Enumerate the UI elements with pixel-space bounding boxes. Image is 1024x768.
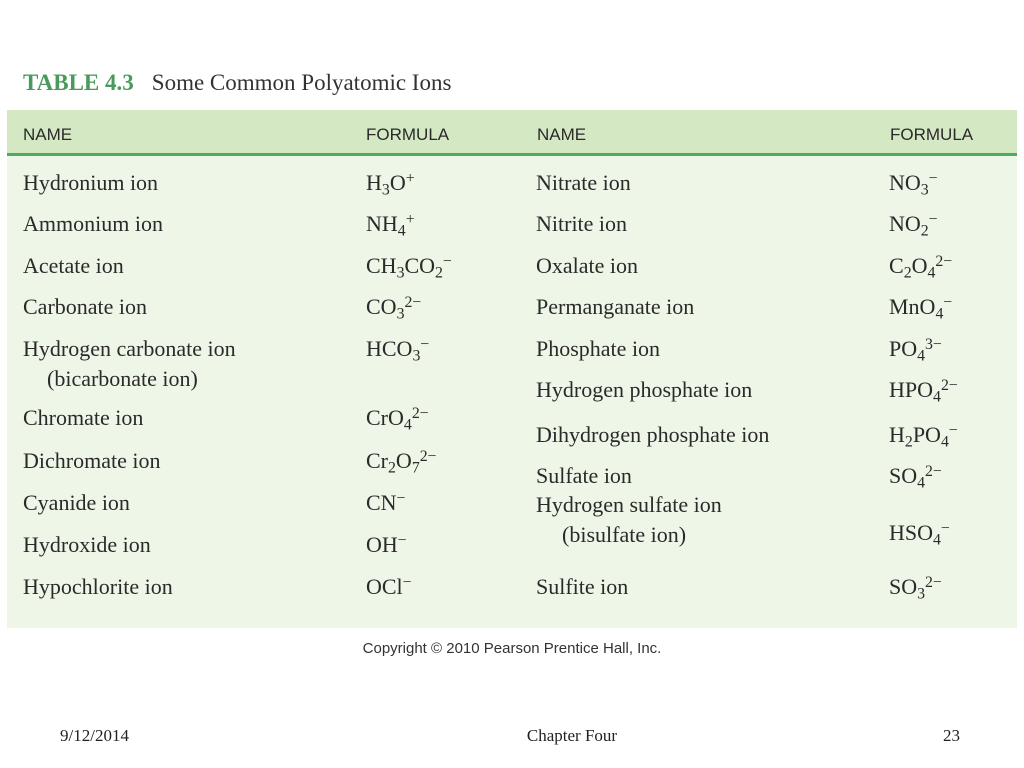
formula-symbol: CN: [366, 490, 397, 515]
footer-chapter: Chapter Four: [526, 726, 618, 745]
formula-charge: −: [928, 210, 938, 228]
ion-name: Cyanide ion: [23, 490, 130, 515]
ion-name: Phosphate ion: [536, 336, 661, 361]
ion-name: Hydrogen phosphate ion: [536, 377, 753, 402]
ion-name: Hydroxide ion: [23, 532, 151, 557]
ion-formula: [366, 252, 452, 282]
ion-formula: [889, 169, 938, 199]
formula-symbol: O: [395, 448, 412, 473]
ion-formula: [366, 531, 407, 557]
ion-formula: [889, 462, 942, 492]
ion-formula: [889, 421, 958, 451]
formula-subscript: 3: [381, 181, 390, 199]
formula-symbol: HCO: [366, 336, 413, 361]
formula-subscript: 4: [917, 474, 926, 492]
ion-formula: [889, 335, 942, 365]
ion-formula: [366, 573, 412, 599]
ion-formula: [366, 210, 415, 240]
ion-formula: [889, 210, 938, 240]
formula-symbol: SO: [889, 463, 918, 488]
formula-subscript: 2: [388, 459, 396, 477]
ion-name: Sulfate ion: [536, 463, 632, 488]
formula-symbol: CO: [404, 253, 436, 278]
formula-charge: 2−: [419, 447, 437, 465]
formula-charge: 2−: [940, 376, 958, 394]
ion-alt-name: (bicarbonate ion): [47, 366, 198, 391]
formula-symbol: CrO: [366, 405, 404, 430]
formula-symbol: H: [889, 422, 905, 447]
ion-formula: [366, 404, 429, 434]
formula-symbol: C: [889, 253, 904, 278]
header-name-right: NAME: [537, 125, 587, 144]
formula-symbol: O: [389, 170, 406, 195]
ion-formula: [366, 169, 415, 199]
formula-symbol: Cr: [366, 448, 388, 473]
formula-subscript: 4: [935, 305, 944, 323]
formula-symbol: HPO: [889, 377, 934, 402]
formula-subscript: 3: [917, 585, 926, 603]
formula-symbol: CO: [366, 294, 397, 319]
formula-charge: 2−: [411, 404, 429, 422]
formula-symbol: NO: [889, 170, 921, 195]
ion-name: Dihydrogen phosphate ion: [536, 422, 770, 447]
ion-name: Nitrite ion: [536, 211, 628, 236]
formula-charge: 2−: [925, 573, 942, 591]
copyright-notice: Copyright © 2010 Pearson Prentice Hall, Inc.: [362, 640, 662, 657]
formula-charge: −: [397, 531, 407, 549]
table-caption: [23, 70, 451, 96]
ion-name: Hydrogen sulfate ion: [536, 492, 722, 517]
formula-symbol: OH: [366, 532, 398, 557]
formula-charge: 2−: [404, 293, 422, 311]
table-number: TABLE 4.3: [23, 70, 134, 95]
formula-charge: −: [943, 293, 953, 311]
ion-name: Carbonate ion: [23, 294, 148, 319]
ion-name: Nitrate ion: [536, 170, 631, 195]
ion-formula: [889, 519, 950, 549]
formula-charge: −: [442, 252, 452, 270]
formula-subscript: 4: [933, 388, 941, 406]
ion-formula: [889, 376, 958, 406]
ion-formula: [889, 252, 953, 282]
formula-symbol: NH: [366, 211, 398, 236]
formula-subscript: 2: [904, 433, 913, 451]
table-header: [7, 110, 1017, 156]
ion-name: Permanganate ion: [536, 294, 695, 319]
ion-name: Hypochlorite ion: [23, 574, 173, 599]
formula-subscript: 3: [920, 181, 929, 199]
formula-subscript: 4: [917, 347, 926, 365]
ion-formula: [889, 293, 953, 323]
formula-symbol: H: [366, 170, 382, 195]
formula-subscript: 4: [403, 416, 412, 434]
table-title: Some Common Polyatomic Ions: [151, 70, 452, 95]
ion-formula: [366, 447, 437, 477]
formula-subscript: 4: [927, 264, 936, 282]
header-formula-right: FORMULA: [890, 125, 974, 144]
formula-subscript: 4: [933, 531, 941, 549]
formula-charge: 2−: [935, 252, 953, 270]
ion-formula: [366, 293, 422, 323]
formula-symbol: OCl: [366, 574, 403, 599]
formula-subscript: 2: [903, 264, 912, 282]
formula-charge: −: [402, 573, 412, 591]
ion-formula: [366, 335, 430, 365]
ion-name: Chromate ion: [23, 405, 144, 430]
formula-subscript: 7: [411, 459, 420, 477]
formula-symbol: PO: [889, 336, 918, 361]
formula-charge: −: [928, 169, 938, 187]
formula-charge: 2−: [925, 462, 942, 480]
ion-name: Hydronium ion: [23, 170, 159, 195]
formula-charge: +: [405, 210, 415, 228]
formula-charge: −: [948, 421, 958, 439]
formula-symbol: NO: [889, 211, 921, 236]
formula-symbol: CH: [366, 253, 397, 278]
formula-charge: −: [420, 335, 430, 353]
ion-name: Sulfite ion: [536, 574, 629, 599]
formula-charge: −: [396, 489, 406, 507]
formula-symbol: HSO: [889, 520, 934, 545]
header-formula-left: FORMULA: [366, 125, 450, 144]
ion-name: Dichromate ion: [23, 448, 161, 473]
formula-charge: −: [940, 519, 950, 537]
ion-name: Acetate ion: [23, 253, 124, 278]
formula-subscript: 3: [396, 264, 405, 282]
formula-subscript: 3: [396, 305, 405, 323]
formula-symbol: SO: [889, 574, 918, 599]
ion-name: Hydrogen carbonate ion: [23, 336, 236, 361]
header-name-left: NAME: [23, 125, 73, 144]
polyatomic-ions-table: [7, 110, 1017, 628]
formula-symbol: PO: [912, 422, 941, 447]
formula-subscript: 2: [435, 264, 443, 282]
footer-page-number: 23: [943, 726, 960, 745]
ion-formula: [889, 573, 942, 603]
footer-date: 9/12/2014: [60, 726, 129, 745]
formula-charge: 3−: [925, 335, 942, 353]
formula-symbol: MnO: [889, 294, 936, 319]
ion-name: Oxalate ion: [536, 253, 639, 278]
formula-symbol: O: [911, 253, 928, 278]
formula-subscript: 2: [920, 222, 929, 240]
formula-subscript: 4: [397, 222, 406, 240]
ion-name: Ammonium ion: [23, 211, 163, 236]
formula-subscript: 3: [412, 347, 421, 365]
ion-alt-name: (bisulfate ion): [562, 522, 687, 547]
formula-charge: +: [405, 169, 415, 187]
ion-formula: [366, 489, 406, 515]
formula-subscript: 4: [940, 433, 949, 451]
